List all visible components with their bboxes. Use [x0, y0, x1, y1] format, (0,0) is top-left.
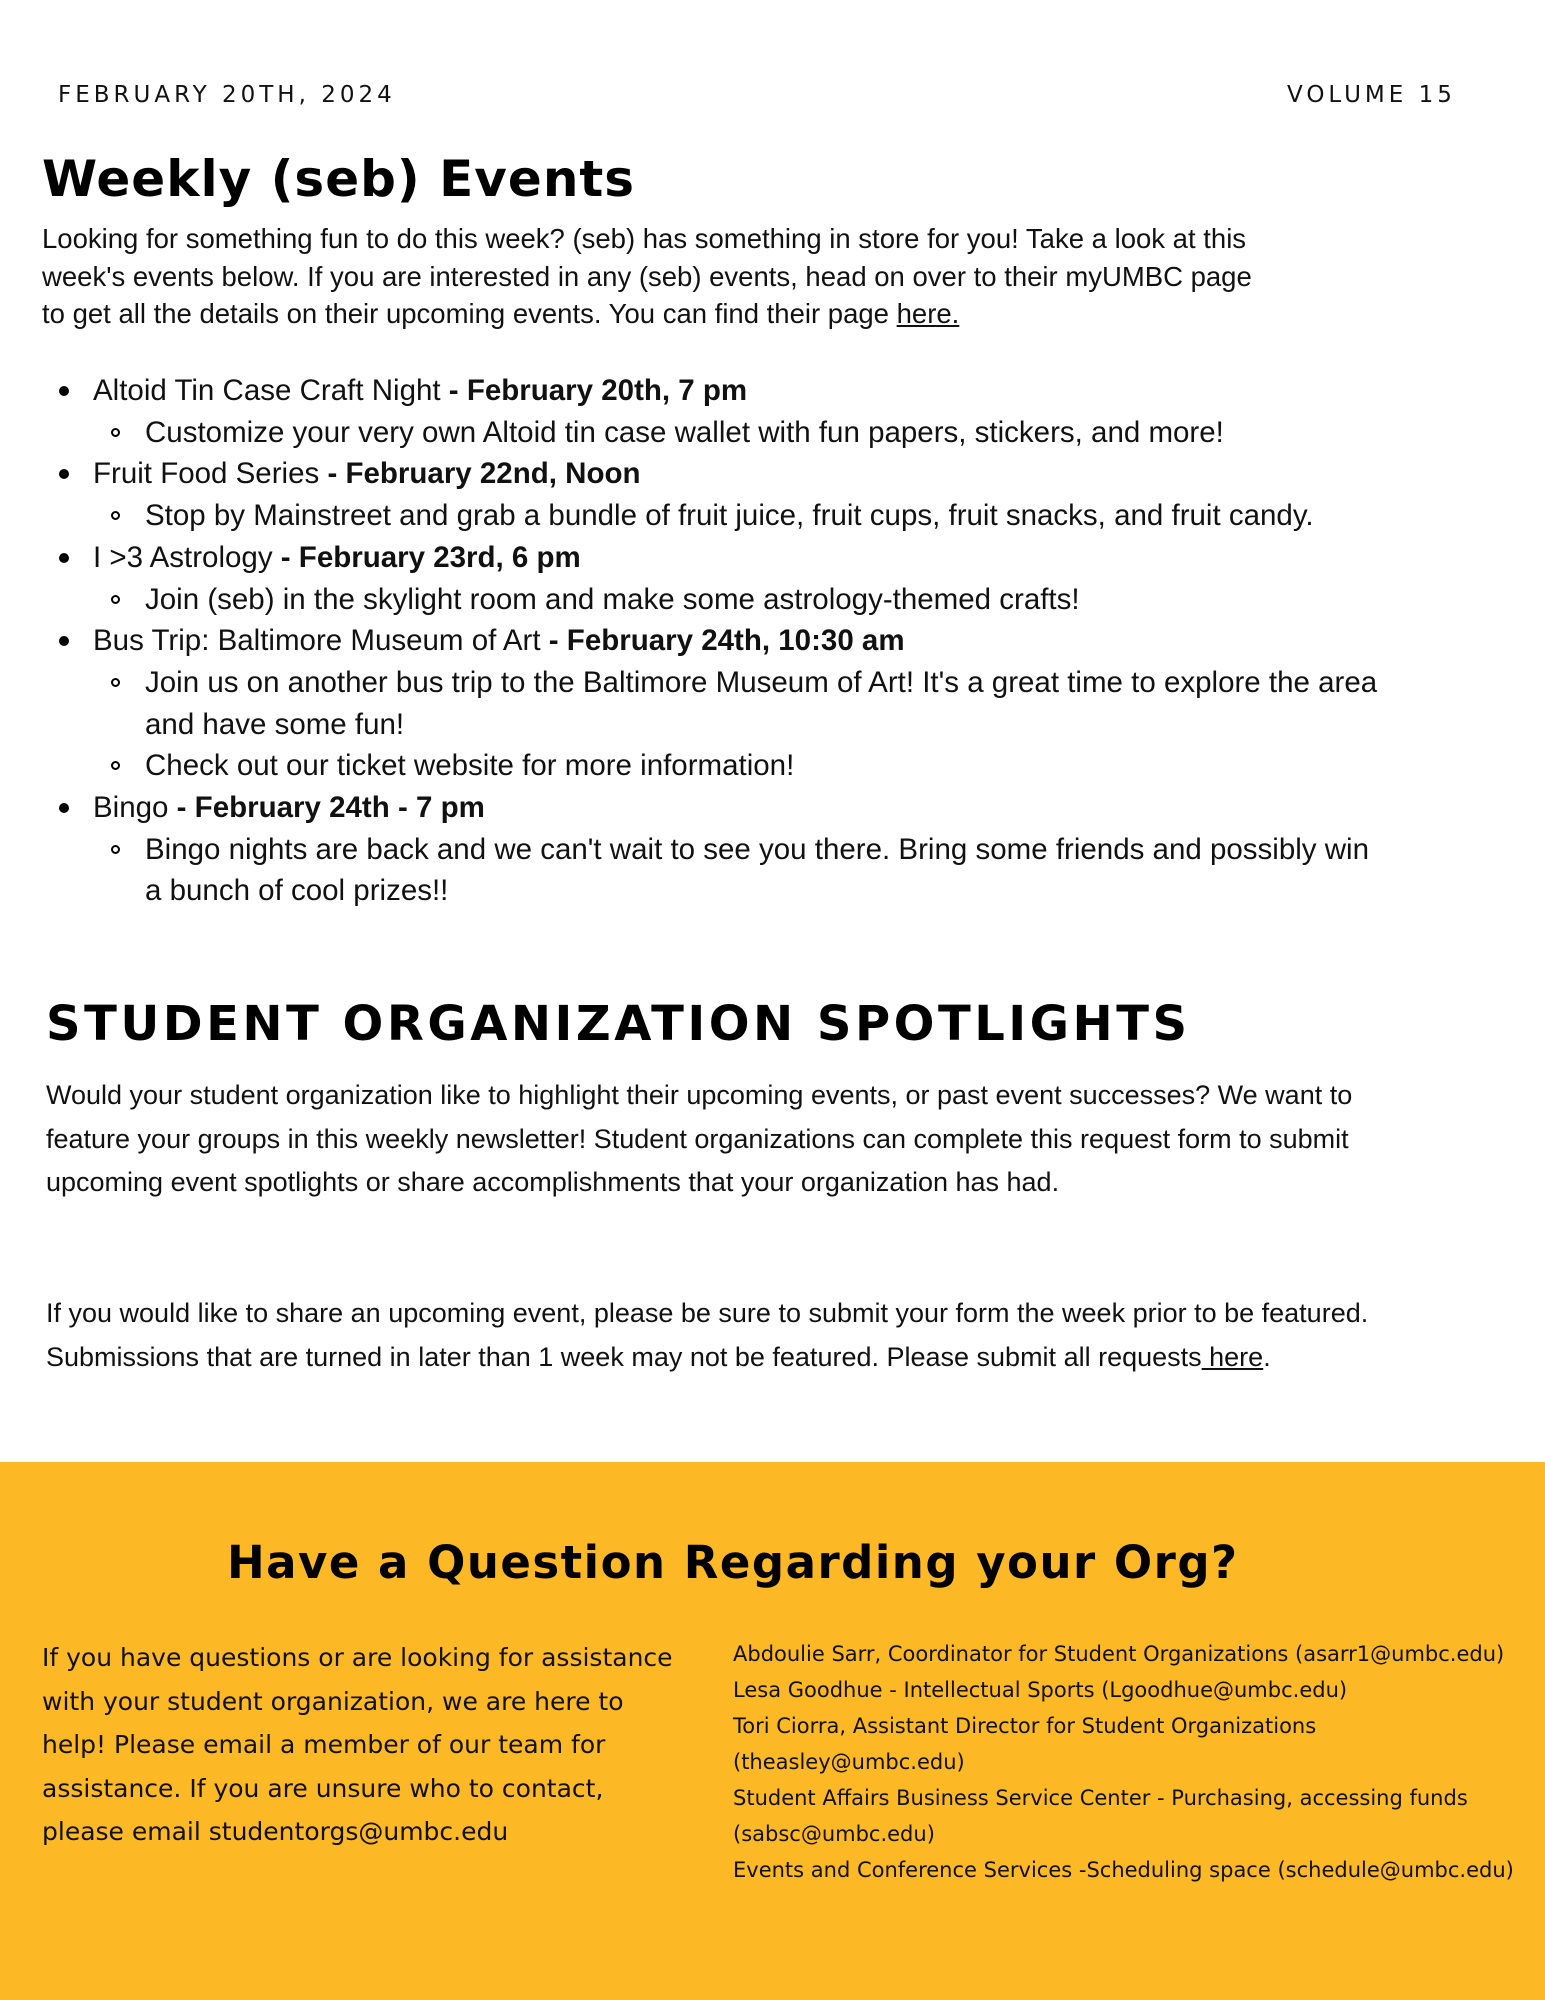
bullet-icon — [59, 553, 69, 563]
ring-bullet-icon — [111, 595, 120, 604]
event-detail: Join us on another bus trip to the Baltimore Museum of Art! It's a great time to explore the area and have some fun! — [93, 662, 1385, 745]
bullet-icon — [59, 469, 69, 479]
ring-bullet-icon — [111, 845, 120, 854]
contacts-list — [733, 1636, 1523, 1888]
event-item — [42, 537, 1342, 620]
event-name: Altoid Tin Case Craft Night — [93, 374, 449, 407]
event-details — [93, 662, 1378, 787]
event-date: - February 20th, 7 pm — [448, 374, 748, 407]
contact-item: Student Affairs Business Service Center - Purchasing, accessing funds (sabsc@umbc.edu) — [733, 1786, 1468, 1846]
event-detail: Check out our ticket website for more information! — [93, 745, 1385, 787]
event-detail: Bingo nights are back and we can't wait to see you there. Bring some friends and possibly win a bunch of cool prizes!! — [93, 829, 1385, 912]
event-details — [93, 579, 1342, 621]
masthead-volume: VOLUME 15 — [1287, 82, 1456, 108]
weekly-events-title: Weekly (seb) Events — [42, 150, 636, 208]
event-details — [93, 495, 1342, 537]
bullet-icon — [59, 636, 69, 646]
event-name: I >3 Astrology — [93, 540, 273, 574]
event-details — [93, 412, 1342, 454]
ring-bullet-icon — [111, 428, 120, 437]
ring-bullet-icon — [111, 678, 120, 687]
event-item — [42, 787, 1370, 912]
event-name: Fruit Food Series — [93, 457, 320, 491]
event-item — [42, 620, 1378, 787]
contact-item: Tori Ciorra, Assistant Director for Student Organizations (theasley@umbc.edu) — [733, 1714, 1317, 1774]
weekly-events-intro — [42, 220, 1282, 333]
event-date: - February 23rd, 6 pm — [272, 540, 581, 574]
contact-item: Abdoulie Sarr, Coordinator for Student Organizations (asarr1@umbc.edu) — [733, 1642, 1505, 1666]
event-details — [93, 829, 1370, 912]
event-name: Bingo — [93, 791, 169, 825]
submit-requests-link[interactable]: here — [1201, 1341, 1264, 1372]
events-list — [42, 370, 1378, 912]
event-date: - February 24th, 10:30 am — [540, 624, 905, 658]
bullet-icon — [59, 386, 69, 396]
bullet-icon — [59, 803, 69, 813]
spotlights-paragraph-2: If you would like to share an upcoming event, please be sure to submit your form the week prior to be featured. Submissions that are turned in later than 1 week may not be featured. Please submit all requests here. — [46, 1298, 1369, 1372]
event-detail: Customize your very own Altoid tin case wallet with fun papers, stickers, and more! — [93, 412, 1385, 454]
seb-page-link[interactable]: here. — [896, 298, 960, 329]
spotlights-paragraph-1: Would your student organization like to highlight their upcoming events, or past event successes? We want to feature your groups in this weekly newsletter! Student organizations can complete this request form to submit upcoming event spotlights or share accomplishments that your organization has had. — [46, 1080, 1353, 1197]
ring-bullet-icon — [111, 511, 120, 520]
event-item — [42, 370, 1342, 453]
event-item — [42, 453, 1342, 536]
help-text: If you have questions or are looking for assistance with your student organization, we are here to help! Please email a member of our team for assistance. If you are unsure who to contact, please email studentorgs@umbc.edu — [42, 1643, 673, 1846]
contact-item: Lesa Goodhue - Intellectual Sports (Lgoodhue@umbc.edu) — [733, 1678, 1348, 1702]
masthead-date: FEBRUARY 20TH, 2024 — [58, 82, 396, 108]
spotlights-title: STUDENT ORGANIZATION SPOTLIGHTS — [46, 996, 1191, 1052]
event-detail: Stop by Mainstreet and grab a bundle of fruit juice, fruit cups, fruit snacks, and fruit candy. — [93, 495, 1385, 537]
contact-item: Events and Conference Services -Scheduling space (schedule@umbc.edu) — [733, 1858, 1514, 1882]
event-date: - February 22nd, Noon — [319, 457, 641, 491]
questions-title: Have a Question Regarding your Org? — [227, 1536, 1239, 1589]
intro-text: Looking for something fun to do this week? (seb) has something in store for you! Take a look at this week's events below. If you are interested in any (seb) events, head on over to their myUMBC page to get all the details on their upcoming events. You can find their page — [42, 223, 1252, 329]
event-date: - February 24th - 7 pm — [168, 791, 485, 825]
ring-bullet-icon — [111, 761, 120, 770]
event-detail: Join (seb) in the skylight room and make some astrology-themed crafts! — [93, 579, 1385, 621]
event-name: Bus Trip: Baltimore Museum of Art — [93, 624, 541, 658]
